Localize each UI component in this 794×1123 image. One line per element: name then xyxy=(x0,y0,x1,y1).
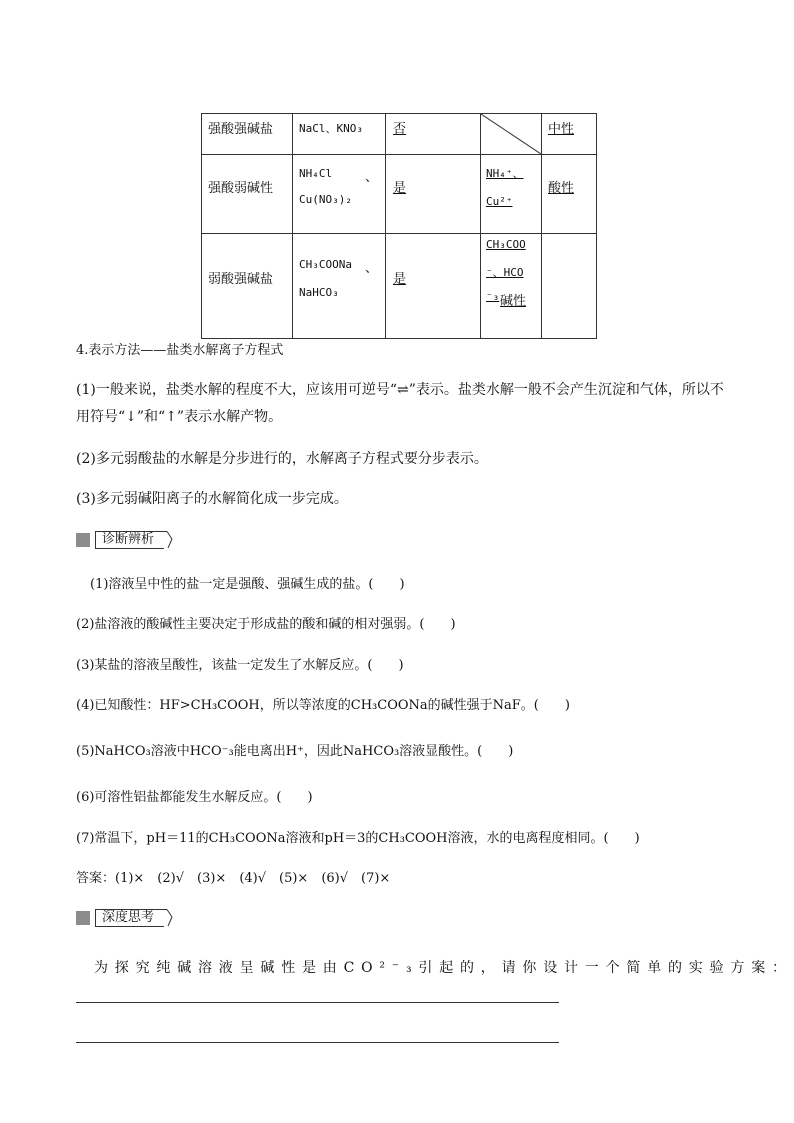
answer-blank-line[interactable] xyxy=(76,1042,559,1043)
salt-example: NaHCO₃ xyxy=(299,286,339,299)
hydrolyzing-ion: CH₃COO xyxy=(486,238,526,251)
tag-slant-icon xyxy=(164,531,176,549)
hydrolysis-answer: 是 xyxy=(393,181,407,196)
solution-nature-inline: 碱性 xyxy=(500,294,527,309)
section-heading: 4.表示方法——盐类水解离子方程式 xyxy=(76,343,284,358)
table-row xyxy=(202,114,597,155)
separator: 、 xyxy=(365,261,379,276)
hydrolyzing-ion: ⁻₃ xyxy=(486,290,500,303)
hydrolysis-answer: 否 xyxy=(393,122,407,137)
salt-example: Cu(NO₃)₂ xyxy=(299,193,352,206)
question-item: (2)盐溶液的酸碱性主要决定于形成盐的酸和碱的相对强弱。( ) xyxy=(76,617,456,632)
tag-label: 深度思考 xyxy=(95,909,164,927)
answer-blank-line[interactable] xyxy=(76,1002,559,1003)
question-item: (3)某盐的溶液呈酸性，该盐一定发生了水解反应。( ) xyxy=(76,658,404,673)
salt-type: 强酸强碱盐 xyxy=(208,122,274,137)
question-item: (6)可溶性铝盐都能发生水解反应。( ) xyxy=(76,790,313,805)
paragraph: (2)多元弱酸盐的水解是分步进行的，水解离子方程式要分步表示。 xyxy=(76,451,488,467)
separator: 、 xyxy=(365,170,379,185)
salt-type: 弱酸强碱盐 xyxy=(208,272,274,287)
table-row xyxy=(202,155,597,234)
tag-slant-icon xyxy=(164,909,176,927)
question-item: (4)已知酸性：HF>CH₃COOH，所以等浓度的CH₃COONa的碱性强于NaF。( ) xyxy=(76,698,570,713)
salt-type: 强酸弱碱性 xyxy=(208,181,274,196)
tag-square-icon xyxy=(76,911,90,925)
hydrolyzing-ion: ⁻、HCO xyxy=(486,266,524,279)
paragraph: (3)多元弱碱阳离子的水解简化成一步完成。 xyxy=(76,491,348,507)
solution-nature: 酸性 xyxy=(548,181,575,196)
hydrolyzing-ion: Cu²⁺ xyxy=(486,195,513,208)
tag-label: 诊断辨析 xyxy=(95,531,164,549)
paragraph: (1)一般来说，盐类水解的程度不大，应该用可逆号“⇌”表示。盐类水解一般不会产生沉淀和气体，所以不用符号“↓”和“↑”表示水解产物。 xyxy=(76,382,724,425)
salt-hydrolysis-table xyxy=(201,113,597,339)
question-item: (7)常温下，pH＝11的CH₃COONa溶液和pH＝3的CH₃COOH溶液，水的电离程度相同。( ) xyxy=(76,831,640,846)
hydrolyzing-ion: NH₄⁺、 xyxy=(486,167,524,180)
tag-square-icon xyxy=(76,533,90,547)
table-row xyxy=(202,234,597,339)
question-item: (5)NaHCO₃溶液中HCO⁻₃能电离出H⁺，因此NaHCO₃溶液显酸性。( ) xyxy=(76,744,514,759)
salt-example: NH₄Cl xyxy=(299,167,333,180)
question-item: (1)溶液呈中性的盐一定是强酸、强碱生成的盐。( ) xyxy=(90,577,405,592)
hydrolysis-answer: 是 xyxy=(393,272,407,287)
diagonal-slash xyxy=(481,114,541,154)
deep-question: 为探究纯碱溶液呈碱性是由CO²⁻₃引起的，请你设计一个简单的实验方案： xyxy=(94,960,793,976)
salt-examples: NaCl、KNO₃ xyxy=(299,122,363,135)
solution-nature: 中性 xyxy=(548,122,575,137)
salt-example: CH₃COONa xyxy=(299,258,352,271)
answer-line: 答案：(1)× (2)√ (3)× (4)√ (5)× (6)√ (7)× xyxy=(76,871,391,886)
